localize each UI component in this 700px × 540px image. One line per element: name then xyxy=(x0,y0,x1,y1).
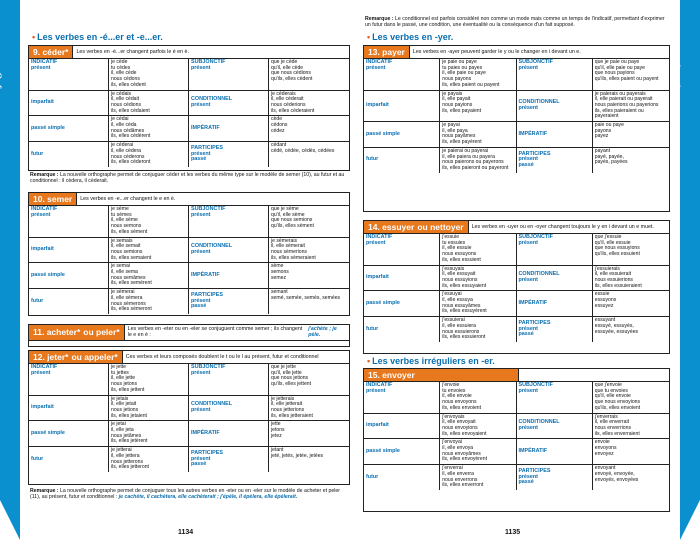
tense-label xyxy=(364,317,440,342)
verb-header xyxy=(29,325,349,341)
verb-title-main: 9. céder* xyxy=(33,47,69,57)
right-page-corner xyxy=(680,500,700,540)
mood-label xyxy=(517,234,593,266)
left-edge-band xyxy=(0,0,20,540)
tense-label xyxy=(364,439,440,465)
verb-note-text: Les verbes en -ayer peuvent garder le y ou le changer en i devant un e. xyxy=(412,48,581,55)
verb-title-main: 12. jeter* xyxy=(33,352,69,362)
verb-title xyxy=(29,193,76,205)
conjugation-forms: je payai il, elle paya nous payâmes ils, elles payèrent xyxy=(440,122,516,148)
conjugation-forms: je jetai il, elle jeta nous jetâmes ils, elles jetèrent xyxy=(109,421,189,447)
conjugation-forms: cédant cédé, cédée, cédés, cédées xyxy=(271,142,335,154)
mood-sub: présent passé xyxy=(518,156,538,169)
mood-name: PARTICIPES xyxy=(191,144,223,151)
conjugation-forms: je jette tu jettes il, elle jette nous jetons ils, elles jettent xyxy=(109,364,189,396)
mood-label xyxy=(189,447,269,472)
mood-sub: présent passé xyxy=(518,325,538,338)
mood-name: SUBJONCTIF xyxy=(518,234,553,240)
page-number-left: 1134 xyxy=(178,529,194,536)
mood-sub: présent xyxy=(518,64,538,71)
mood-label xyxy=(517,317,593,342)
verb-note xyxy=(409,46,669,58)
verb-title-main: 11. acheter* xyxy=(33,327,81,338)
tense-label xyxy=(364,122,440,148)
tense-label xyxy=(29,59,109,91)
verb-title-alt: ou peler* xyxy=(83,327,120,338)
mood-sub: présent passé xyxy=(191,455,211,468)
conjugation-forms: essuyant essuyé, essuyés, essuyée, essuyées xyxy=(594,317,639,335)
tense-name: INDICATIF xyxy=(31,364,58,370)
conjugation-forms: je cédai il, elle céda nous cédâmes ils, elles cédèrent xyxy=(109,116,189,142)
conjugation-forms: je payais il, elle payait nous payions ils, elles payaient xyxy=(440,91,516,123)
tense-label xyxy=(364,266,440,292)
conjugation-forms: que je cède qu'il, elle cède que nous cédions qu'ils, elles cèdent xyxy=(269,59,349,91)
mood-name: CONDITIONNEL xyxy=(518,419,560,426)
tense-name: futur xyxy=(366,325,379,332)
right-page xyxy=(363,0,668,540)
tense-label xyxy=(29,263,109,289)
tense-label xyxy=(29,206,109,238)
mood-name: IMPÉRATIF xyxy=(191,429,220,436)
tense-label xyxy=(29,142,109,167)
right-edge-label: Conjugaisons xyxy=(669,44,682,108)
conjugation-forms: j'essuyai il, elle essuya nous essuyâmes ils, elles essuyèrent xyxy=(440,291,516,317)
mood-label xyxy=(189,116,269,142)
conjugation-forms: je sèmerai il, elle sèmera nous sèmerons ils, elles sèmeront xyxy=(109,289,189,314)
left-edge-label xyxy=(0,44,2,108)
mood-label xyxy=(189,289,269,314)
mood-sub: présent xyxy=(191,369,211,376)
conjugation-forms: j'enverrai il, elle enverra nous enverrons ils, elles enverront xyxy=(440,465,516,490)
tense-name: passé simple xyxy=(366,130,400,137)
mood-sub: présent passé xyxy=(191,150,211,163)
verb-header xyxy=(29,46,349,59)
tense-sub: présent xyxy=(31,369,51,376)
tense-label xyxy=(364,382,440,414)
tense-label xyxy=(364,291,440,317)
tense-label xyxy=(29,396,109,422)
verb-title xyxy=(29,325,124,340)
left-page xyxy=(28,0,348,540)
verb-title-main: 15. envoyer xyxy=(368,370,415,380)
tense-label xyxy=(364,91,440,123)
tense-name: futur xyxy=(31,455,44,462)
conjugation-grid xyxy=(364,234,669,342)
tense-name: INDICATIF xyxy=(366,234,393,240)
tense-name: imparfait xyxy=(366,101,389,108)
tense-name: INDICATIF xyxy=(31,206,58,212)
mood-name: PARTICIPES xyxy=(191,449,223,456)
mood-name: PARTICIPES xyxy=(518,467,551,474)
section-title-yer: • Les verbes en -yer. xyxy=(367,32,454,42)
conjugation-forms: essuie essuyons essuyez xyxy=(593,291,669,317)
conjugation-forms: j'envoyai il, elle envoya nous envoyâmes ils, elles envoyèrent xyxy=(440,439,516,465)
verb-title xyxy=(29,351,122,363)
verb-header xyxy=(364,369,669,382)
verb-table-acheter xyxy=(28,324,350,347)
conjugation-forms: je jetterais il, elle jetterait nous jetterions ils, elles jetteraient xyxy=(269,396,349,422)
verb-table-envoyer xyxy=(363,368,670,512)
conjugation-forms: que j'essuie qu'il, elle essuie que nous essuyions qu'ils, elles essuient xyxy=(593,234,669,266)
right-edge-band xyxy=(669,0,700,540)
mood-name: IMPÉRATIF xyxy=(518,130,548,137)
mood-sub: présent xyxy=(191,64,211,71)
mood-name: CONDITIONNEL xyxy=(518,271,560,278)
conjugation-forms: cède cédons cédez xyxy=(269,116,349,142)
tense-name: INDICATIF xyxy=(366,382,393,388)
verb-note xyxy=(124,325,349,340)
verb-title xyxy=(29,46,72,58)
mood-sub: présent xyxy=(191,101,211,108)
tense-name: futur xyxy=(31,150,44,157)
section-title-irreguliers: • Les verbes irréguliers en -er. xyxy=(367,356,495,366)
mood-label xyxy=(189,238,269,264)
conjugation-forms: je jetais il, elle jetait nous jetions ils, elles jetaient xyxy=(109,396,189,422)
conjugation-forms: j'envoie tu envoies il, elle envoie nous envoyons ils, elles envoient xyxy=(440,382,516,414)
conjugation-grid xyxy=(364,382,669,490)
conjugation-forms: que j'envoie que tu envoies qu'il, elle envoie que nous envoyions qu'ils, elles envoient xyxy=(593,382,669,414)
mood-name: SUBJONCTIF xyxy=(518,382,553,388)
tense-name: passé simple xyxy=(366,447,400,454)
verb-header xyxy=(29,193,349,206)
verb-note-text: Les verbes en -eter ou en -eler se conjuguent comme semer ; ils changent le e en è : xyxy=(127,326,303,339)
mood-name: SUBJONCTIF xyxy=(191,206,226,212)
tense-name: INDICATIF xyxy=(31,59,58,65)
mood-label xyxy=(517,291,593,317)
mood-name: IMPÉRATIF xyxy=(518,447,548,454)
remark-jeter: Remarque : La nouvelle orthographe permet de conjuguer tous les autres verbes en -eter ou en -eler sur le modèle de acheter et peler (11), au présent, futur et conditionnel : je cachète, il cachètera, elle cachèterait ; j'épèle, il épèlera, elle épèlerait. xyxy=(30,488,341,501)
tense-label xyxy=(364,148,440,173)
mood-sub: présent passé xyxy=(191,297,211,310)
mood-name: PARTICIPES xyxy=(191,291,223,298)
tense-name: passé simple xyxy=(31,271,65,278)
conjugation-forms: je cède tu cèdes il, elle cède nous cédons ils, elles cèdent xyxy=(109,59,189,91)
verb-note xyxy=(72,46,349,58)
conjugation-forms: jette jetons jetez xyxy=(269,421,349,447)
verb-title xyxy=(364,369,518,381)
conjugation-forms: je cédais il, elle cédait nous cédions ils, elles cédaient xyxy=(109,91,189,117)
verb-title-main: 14. essuyer xyxy=(368,222,415,232)
remark-conditionnel: Remarque : Le conditionnel est parfois considéré non comme un mode mais comme un temps de l'indicatif, permettant d'exprimer un futur dans le passé, une condition, une éventualité ou la conséquence d'un fait supposé. xyxy=(365,16,665,29)
conjugation-forms: j'essuierais il, elle essuierait nous essuierions ils, elles essuieraient xyxy=(593,266,669,292)
conjugation-forms: j'essuyais il, elle essuyait nous essuyions ils, elles essuyaient xyxy=(440,266,516,292)
verb-header xyxy=(29,351,349,364)
verb-note xyxy=(468,221,669,233)
mood-label xyxy=(517,439,593,465)
tense-label xyxy=(364,414,440,440)
mood-name: PARTICIPES xyxy=(518,150,551,157)
mood-label xyxy=(517,465,593,490)
conjugation-forms: paie ou paye payons payez xyxy=(593,122,669,148)
mood-sub: présent xyxy=(518,104,538,111)
tense-label xyxy=(29,289,109,314)
mood-name: SUBJONCTIF xyxy=(191,364,226,370)
tense-name: futur xyxy=(31,297,44,304)
mood-sub: présent xyxy=(518,387,538,394)
tense-sub: présent xyxy=(366,64,386,71)
conjugation-grid xyxy=(29,59,349,167)
mood-sub: présent xyxy=(191,248,211,255)
conjugation-forms: je céderai il, elle cédera nous céderons ils, elles céderont xyxy=(109,142,189,167)
mood-label xyxy=(517,91,593,123)
verb-note-text: Les verbes en -é...er changent parfois le é en è. xyxy=(76,48,189,55)
conjugation-forms: je sème tu sèmes il, elle sème nous semons ils, elles sèment xyxy=(109,206,189,238)
page-number-right: 1135 xyxy=(505,529,521,536)
mood-label xyxy=(189,91,269,117)
conjugation-forms: je sèmerais il, elle sèmerait nous sèmerions ils, elles sèmeraient xyxy=(269,238,349,264)
mood-name: IMPÉRATIF xyxy=(518,299,548,306)
tense-label xyxy=(364,59,440,91)
conjugation-forms: envoie envoyons envoyez xyxy=(593,439,669,465)
mood-label xyxy=(517,414,593,440)
mood-sub: présent passé xyxy=(518,473,538,486)
conjugation-forms: que je paie ou paye qu'il, elle paie ou paye que nous payions qu'ils, elles paient ou payent xyxy=(593,59,669,91)
mood-sub: présent xyxy=(191,406,211,413)
verb-note xyxy=(76,193,349,205)
tense-sub: présent xyxy=(31,64,51,71)
tense-name: INDICATIF xyxy=(366,59,393,65)
mood-sub: présent xyxy=(518,424,538,431)
verb-note-text: Les verbes en -e...er changent le e en è. xyxy=(80,195,176,202)
tense-name: passé simple xyxy=(31,124,65,131)
tense-name: imparfait xyxy=(366,422,389,429)
mood-sub: présent xyxy=(191,211,211,218)
tense-label xyxy=(29,116,109,142)
verb-table-semer xyxy=(28,192,350,316)
mood-name: CONDITIONNEL xyxy=(191,243,233,250)
mood-sub: présent xyxy=(518,276,538,283)
tense-label xyxy=(29,421,109,447)
conjugation-forms: je semai il, elle sema nous semâmes ils, elles semèrent xyxy=(109,263,189,289)
tense-label xyxy=(29,364,109,396)
verb-table-ceder xyxy=(28,45,350,171)
conjugation-forms: que je sème qu'il, elle sème que nous semions qu'ils, elles sèment xyxy=(269,206,349,238)
verb-table-payer xyxy=(363,45,670,212)
conjugation-forms: je jetterai il, elle jettera nous jetterons ils, elles jetteront xyxy=(109,447,189,472)
verb-title-main: 10. semer xyxy=(33,194,73,204)
mood-name: PARTICIPES xyxy=(518,319,551,326)
verb-note-examples: j'achète ; je pèle. xyxy=(308,326,337,339)
conjugation-forms: je paierais ou payerais il, elle paierait ou payerait nous paierions ou payerions ils, elles paieraient ou payeraient xyxy=(593,91,669,123)
mood-label xyxy=(189,396,269,422)
mood-label xyxy=(189,263,269,289)
conjugation-forms: envoyant envoyé, envoyée, envoyés, envoyées xyxy=(594,465,639,483)
conjugation-grid xyxy=(29,364,349,472)
verb-note xyxy=(122,351,349,363)
conjugation-grid xyxy=(29,206,349,314)
conjugation-grid xyxy=(364,59,669,173)
conjugation-forms: je semais il, elle semait nous semions ils, elles semaient xyxy=(109,238,189,264)
mood-name: IMPÉRATIF xyxy=(191,271,220,278)
tense-label xyxy=(364,465,440,490)
mood-name: SUBJONCTIF xyxy=(191,59,226,65)
verb-header xyxy=(364,221,669,234)
verb-note-empty xyxy=(518,369,669,381)
tense-name: imparfait xyxy=(31,404,54,411)
tense-label xyxy=(29,447,109,472)
tense-label xyxy=(29,238,109,264)
mood-label xyxy=(189,206,269,238)
verb-header xyxy=(364,46,669,59)
mood-name: CONDITIONNEL xyxy=(191,401,233,408)
conjugation-forms: je paie ou paye tu paies ou payes il, elle paie ou paye nous payons ils, elles paient ou payent xyxy=(440,59,516,91)
conjugation-forms: payant payé, payée, payés, payées xyxy=(594,147,628,166)
mood-name: CONDITIONNEL xyxy=(518,99,560,106)
mood-name: IMPÉRATIF xyxy=(191,124,220,131)
mood-label xyxy=(189,421,269,447)
tense-label xyxy=(29,91,109,117)
verb-note-text: Les verbes en -uyer ou en -oyer changent toujours le y en i devant un e muet. xyxy=(471,223,654,230)
tense-name: futur xyxy=(366,473,379,480)
conjugation-forms: jetant jeté, jetés, jetée, jetées xyxy=(271,447,324,459)
conjugation-forms: j'enverrais il, elle enverrait nous enverrions ils, elles enverraient xyxy=(593,414,669,440)
tense-sub: présent xyxy=(31,211,51,218)
conjugation-forms: je céderais il, elle céderait nous céderions ils, elles céderaient xyxy=(269,91,349,117)
conjugation-forms: j'envoyais il, elle envoyait nous envoyions ils, elles envoyaient xyxy=(440,414,516,440)
conjugation-forms: j'essuie tu essuies il, elle essuie nous essuyons ils, elles essuient xyxy=(440,234,516,266)
verb-title-alt: ou nettoyer xyxy=(417,222,464,232)
mood-name: SUBJONCTIF xyxy=(518,59,553,65)
tense-label xyxy=(364,234,440,266)
mood-label xyxy=(517,122,593,148)
tense-name: passé simple xyxy=(31,429,65,436)
tense-sub: présent xyxy=(366,387,386,394)
tense-name: futur xyxy=(366,156,379,163)
conjugation-forms: que je jette qu'il, elle jette que nous jetions qu'ils, elles jettent xyxy=(269,364,349,396)
verb-title-main: 13. payer xyxy=(368,47,405,57)
tense-name: imparfait xyxy=(366,274,389,281)
mood-label xyxy=(517,148,593,173)
mood-label xyxy=(189,364,269,396)
conjugation-forms: semant semé, semée, semés, semées xyxy=(271,289,341,301)
tense-name: imparfait xyxy=(31,246,54,253)
mood-label xyxy=(189,142,269,167)
verb-note-text: Ces verbes et leurs composés doublent le t ou le l au présent, futur et conditionnel xyxy=(125,353,319,360)
mood-sub: présent xyxy=(518,239,538,246)
section-title-e-er: • Les verbes en -é...er et -e...er. xyxy=(32,32,163,42)
tense-sub: présent xyxy=(366,239,386,246)
remark-ceder: Remarque : La nouvelle orthographe permet de conjuguer céder et les verbes du même type sur le modèle de semer (10), au futur et au conditionnel : il cèdera, il cèderait. xyxy=(30,172,345,185)
mood-name: CONDITIONNEL xyxy=(191,96,233,103)
verb-table-essuyer xyxy=(363,220,670,354)
tense-name: passé simple xyxy=(366,299,400,306)
verb-title xyxy=(364,46,409,58)
left-page-corner xyxy=(0,500,20,540)
mood-label xyxy=(517,266,593,292)
mood-label xyxy=(189,59,269,91)
verb-table-jeter xyxy=(28,350,350,485)
conjugation-forms: sème semons semez xyxy=(269,263,349,289)
conjugation-forms: je paierai ou payerai il, elle paiera ou payera nous paierons ou payerons ils, elles paieront ou payeront xyxy=(440,148,516,173)
conjugation-forms: j'essuierai il, elle essuiera nous essuierons ils, elles essuieront xyxy=(440,317,516,342)
verb-title-alt: ou appeler* xyxy=(71,352,118,362)
mood-label xyxy=(517,382,593,414)
tense-name: imparfait xyxy=(31,99,54,106)
verb-title xyxy=(364,221,468,233)
mood-label xyxy=(517,59,593,91)
